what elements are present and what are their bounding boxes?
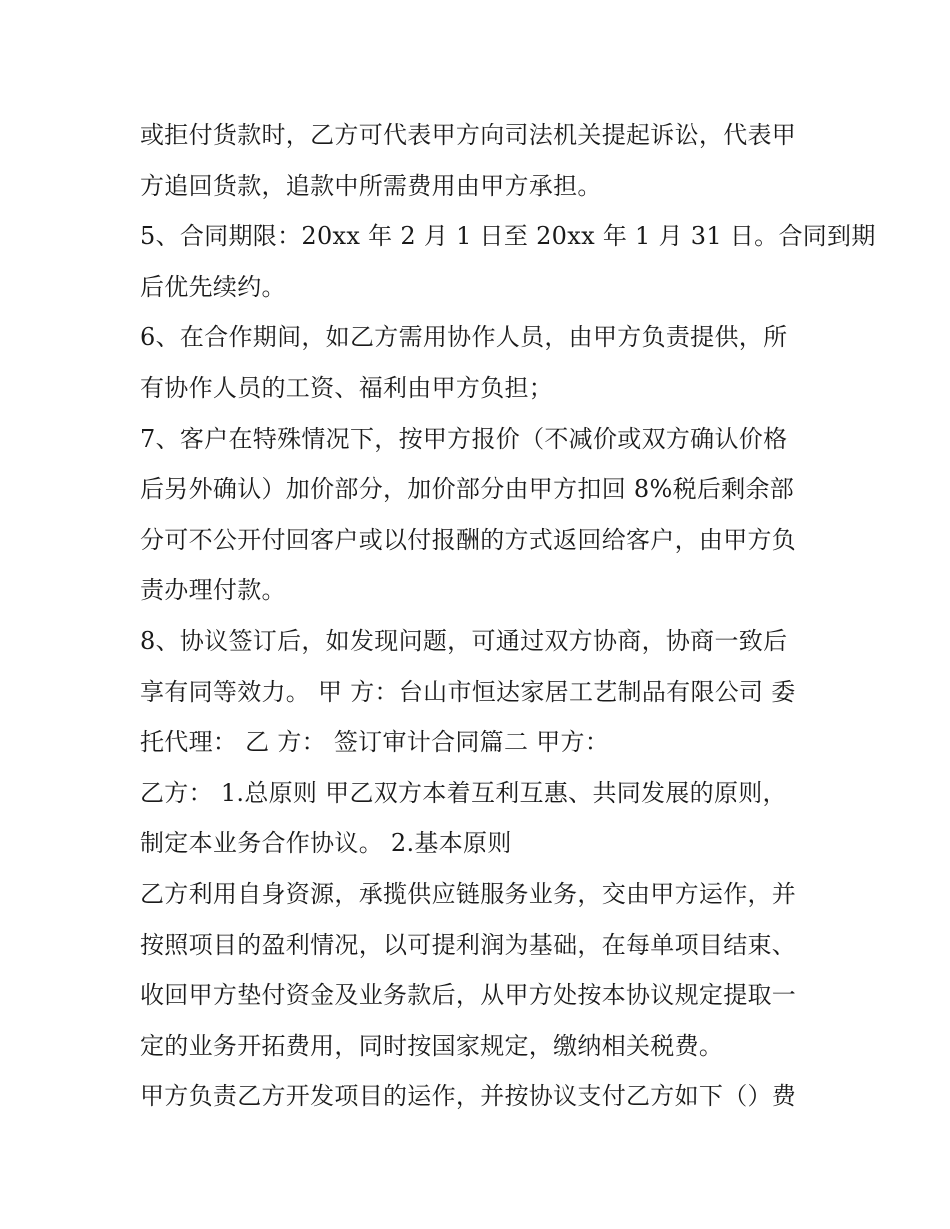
text-line: 制定本业务合作协议。 2.基本原则 (140, 829, 512, 858)
text-line: 托代理： 乙 方： 签订审计合同篇二 甲方： (140, 728, 610, 757)
text-line: 乙方利用自身资源，承揽供应链服务业务，交由甲方运作，并 (140, 879, 797, 908)
text-line: 或拒付货款时，乙方可代表甲方向司法机关提起诉讼，代表甲 (140, 121, 797, 149)
text-line: 5、合同期限：20xx 年 2 月 1 日至 20xx 年 1 月 31 日。合同到期 (140, 222, 876, 251)
text-line: 8、协议签订后，如发现问题，可通过双方协商，协商一致后 (140, 626, 788, 655)
text-line: 定的业务开拓费用，同时按国家规定，缴纳相关税费。 (140, 1031, 724, 1060)
text-line: 乙方： 1.总原则 甲乙双方本着互利互惠、共同发展的原则， (140, 778, 787, 807)
text-line: 责办理付款。 (140, 576, 286, 605)
text-line: 享有同等效力。 甲 方：台山市恒达家居工艺制品有限公司 委 (140, 677, 796, 706)
text-line: 分可不公开付回客户或以付报酬的方式返回给客户，由甲方负 (140, 525, 797, 554)
text-line: 有协作人员的工资、福利由甲方负担； (140, 373, 554, 402)
text-line: 后另外确认）加价部分，加价部分由甲方扣回 8%税后剩余部 (140, 475, 795, 504)
text-line: 后优先续约。 (140, 272, 286, 301)
document-body (140, 110, 876, 1122)
text-line: 按照项目的盈利情况，以可提利润为基础，在每单项目结束、 (140, 930, 797, 959)
text-line: 方追回货款，追款中所需费用由甲方承担。 (140, 171, 602, 200)
text-line: 甲方负责乙方开发项目的运作，并按协议支付乙方如下（）费 (140, 1082, 797, 1111)
text-line: 6、在合作期间，如乙方需用协作人员，由甲方负责提供，所 (140, 323, 788, 352)
text-line: 7、客户在特殊情况下，按甲方报价（不减价或双方确认价格 (140, 424, 788, 453)
text-line: 收回甲方垫付资金及业务款后，从甲方处按本协议规定提取一 (140, 981, 797, 1010)
